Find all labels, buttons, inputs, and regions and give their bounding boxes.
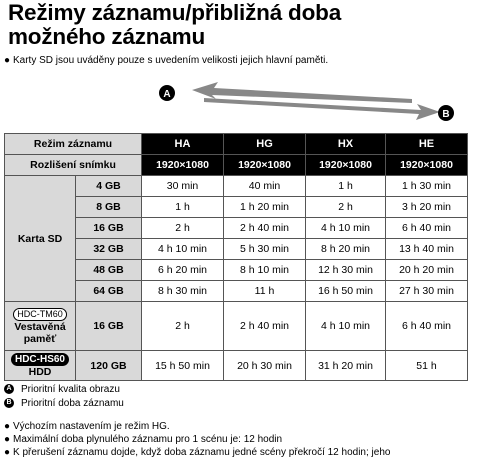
title-line-2: možného záznamu <box>8 24 206 49</box>
time-cell: 2 h <box>306 197 386 218</box>
resolution-hx: 1920×1080 <box>306 155 386 176</box>
bullet-icon: ● <box>4 434 11 445</box>
quality-time-arrows <box>140 76 460 130</box>
time-cell: 2 h <box>142 218 224 239</box>
time-cell: 4 h 10 min <box>142 239 224 260</box>
mode-hx: HX <box>306 134 386 155</box>
note-text: K přerušení záznamu dojde, když doba záznamu jedné scény překročí 12 hodin; jeho <box>13 447 391 458</box>
note-text: Maximální doba plynulého záznamu pro 1 scénu je: 12 hodin <box>13 434 283 445</box>
mode-header-row <box>5 134 468 155</box>
time-cell: 27 h 30 min <box>386 281 468 302</box>
sd-note-text: Karty SD jsou uváděny pouze s uvedením velikosti jejich hlavní paměti. <box>13 55 329 66</box>
bullet-icon: ● <box>4 421 11 432</box>
time-cell: 8 h 10 min <box>224 260 306 281</box>
time-cell: 11 h <box>224 281 306 302</box>
resolution-label: Rozlišení snímku <box>5 155 142 176</box>
legend-item <box>4 397 124 411</box>
mode-hg: HG <box>224 134 306 155</box>
legend-item <box>4 383 124 397</box>
time-cell: 1 h <box>306 176 386 197</box>
capacity-cell: 120 GB <box>76 351 142 381</box>
time-cell: 20 h 30 min <box>224 351 306 381</box>
time-cell: 1 h 20 min <box>224 197 306 218</box>
capacity-cell: 32 GB <box>76 239 142 260</box>
time-cell: 1 h 30 min <box>386 176 468 197</box>
time-cell: 20 h 20 min <box>386 260 468 281</box>
time-cell: 6 h 40 min <box>386 218 468 239</box>
capacity-cell: 16 GB <box>76 218 142 239</box>
table-row <box>5 351 468 381</box>
time-cell: 4 h 10 min <box>306 302 386 351</box>
table-row <box>5 302 468 351</box>
recording-modes-table <box>4 133 468 381</box>
sd-note <box>4 55 328 67</box>
capacity-cell: 8 GB <box>76 197 142 218</box>
mode-ha: HA <box>142 134 224 155</box>
title-line-1: Režimy záznamu/přibližná doba <box>8 0 342 25</box>
notes-list <box>4 420 494 459</box>
a-marker-label: A <box>163 89 171 100</box>
resolution-row <box>5 155 468 176</box>
time-cell: 8 h 20 min <box>306 239 386 260</box>
note-text: Výchozím nastavením je režim HG. <box>13 421 170 432</box>
time-cell: 3 h 20 min <box>386 197 468 218</box>
page-title <box>8 1 488 49</box>
resolution-ha: 1920×1080 <box>142 155 224 176</box>
capacity-cell: 4 GB <box>76 176 142 197</box>
note-item <box>4 446 494 459</box>
bullet-icon: ● <box>4 55 11 66</box>
time-cell: 6 h 40 min <box>386 302 468 351</box>
time-cell: 51 h <box>386 351 468 381</box>
time-cell: 31 h 20 min <box>306 351 386 381</box>
b-circle-icon: B <box>4 398 14 408</box>
note-item <box>4 420 494 433</box>
capacity-cell: 16 GB <box>76 302 142 351</box>
mode-label: Režim záznamu <box>5 134 142 155</box>
table-row <box>5 176 468 197</box>
b-marker-label: B <box>442 109 450 120</box>
time-cell: 2 h 40 min <box>224 302 306 351</box>
time-cell: 15 h 50 min <box>142 351 224 381</box>
time-cell: 13 h 40 min <box>386 239 468 260</box>
a-circle-icon: A <box>4 384 14 394</box>
mode-he: HE <box>386 134 468 155</box>
time-cell: 6 h 20 min <box>142 260 224 281</box>
time-cell: 1 h <box>142 197 224 218</box>
resolution-hg: 1920×1080 <box>224 155 306 176</box>
time-cell: 16 h 50 min <box>306 281 386 302</box>
sd-group-label: Karta SD <box>5 176 76 302</box>
model-badge-hs60: HDC-HS60 <box>11 353 69 366</box>
capacity-cell: 48 GB <box>76 260 142 281</box>
model-badge-tm60: HDC-TM60 <box>13 308 67 321</box>
time-cell: 4 h 10 min <box>306 218 386 239</box>
time-cell: 2 h 40 min <box>224 218 306 239</box>
time-cell: 5 h 30 min <box>224 239 306 260</box>
bullet-icon: ● <box>4 447 11 458</box>
note-item <box>4 433 494 446</box>
legend-text: Prioritní kvalita obrazu <box>21 384 120 395</box>
builtin-label-line2: paměť <box>23 332 57 345</box>
time-cell: 12 h 30 min <box>306 260 386 281</box>
time-cell: 40 min <box>224 176 306 197</box>
builtin-label-line1: Vestavěná <box>14 320 66 333</box>
resolution-he: 1920×1080 <box>386 155 468 176</box>
hdd-group <box>5 351 76 381</box>
time-cell: 2 h <box>142 302 224 351</box>
legend <box>4 383 124 411</box>
capacity-cell: 64 GB <box>76 281 142 302</box>
legend-text: Prioritní doba záznamu <box>21 398 124 409</box>
time-cell: 30 min <box>142 176 224 197</box>
hdd-label: HDD <box>28 366 52 378</box>
builtin-memory-group <box>5 302 76 351</box>
time-cell: 8 h 30 min <box>142 281 224 302</box>
